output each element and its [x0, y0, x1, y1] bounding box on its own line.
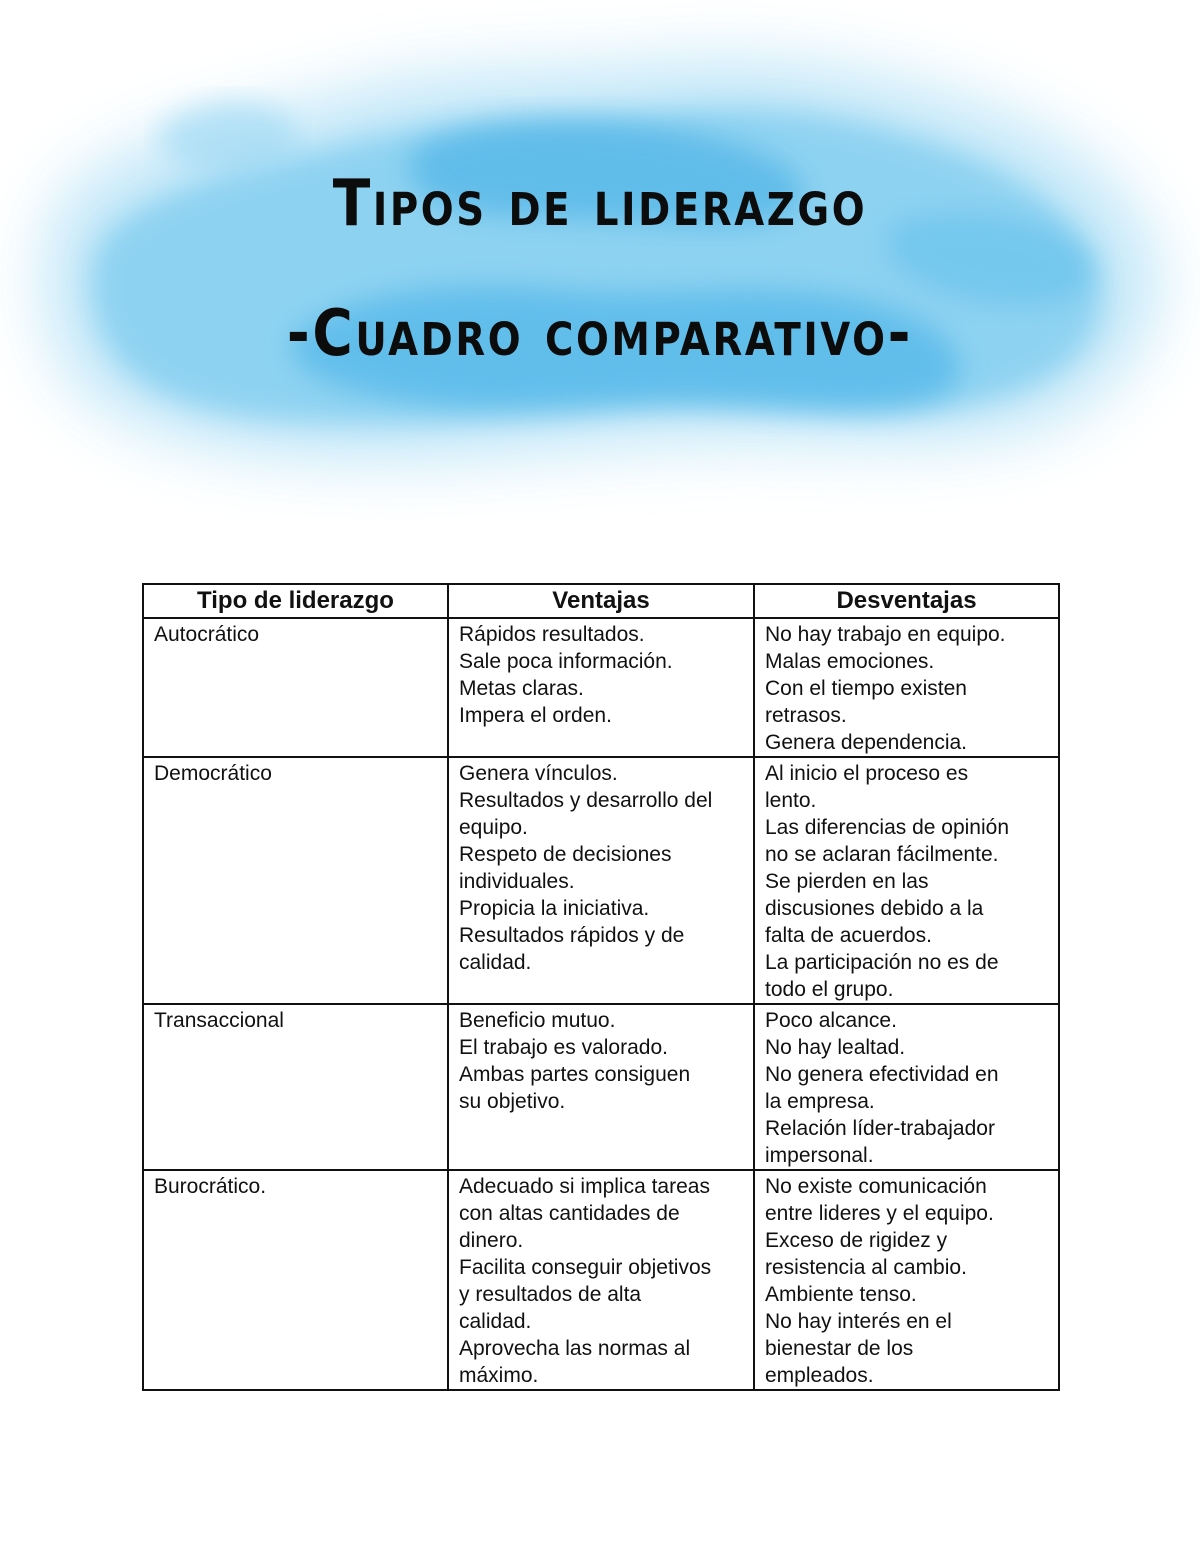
ventaja-item: Propicia la iniciativa. — [459, 897, 650, 920]
table-row — [143, 618, 1059, 757]
watercolor-background — [0, 0, 1200, 520]
table-header-row — [143, 584, 1059, 618]
desventaja-item: empleados. — [765, 1364, 874, 1387]
desventaja-item: todo el grupo. — [765, 978, 894, 1001]
cell-type: Burocrático. — [143, 1170, 448, 1390]
desventaja-item: bienestar de los — [765, 1337, 914, 1360]
ventaja-item: Beneficio mutuo. — [459, 1009, 616, 1032]
ventaja-item: calidad. — [459, 951, 532, 974]
desventaja-item: no se aclaran fácilmente. — [765, 843, 999, 866]
cell-ventajas — [448, 757, 754, 1004]
table-row — [143, 1004, 1059, 1170]
ventaja-item: y resultados de alta — [459, 1283, 642, 1306]
table-row — [143, 757, 1059, 1004]
cell-ventajas — [448, 1170, 754, 1390]
ventaja-item: equipo. — [459, 816, 528, 839]
ventaja-item: su objetivo. — [459, 1090, 566, 1113]
desventaja-item: Ambiente tenso. — [765, 1283, 917, 1306]
ventaja-item: Adecuado si implica tareas — [459, 1175, 710, 1198]
ventaja-item: Facilita conseguir objetivos — [459, 1256, 712, 1279]
desventaja-item: resistencia al cambio. — [765, 1256, 967, 1279]
desventaja-item: No hay interés en el — [765, 1310, 952, 1333]
ventaja-item: Respeto de decisiones — [459, 843, 672, 866]
desventaja-item: No genera efectividad en — [765, 1063, 999, 1086]
header-tipo: Tipo de liderazgo — [143, 584, 448, 618]
ventaja-item: con altas cantidades de — [459, 1202, 680, 1225]
desventaja-item: Exceso de rigidez y — [765, 1229, 948, 1252]
desventaja-item: Con el tiempo existen — [765, 677, 967, 700]
ventaja-item: Aprovecha las normas al — [459, 1337, 691, 1360]
cell-desventajas — [754, 1004, 1059, 1170]
cell-type: Transaccional — [143, 1004, 448, 1170]
desventaja-item: No existe comunicación — [765, 1175, 987, 1198]
desventaja-item: No hay lealtad. — [765, 1036, 906, 1059]
ventaja-item: individuales. — [459, 870, 575, 893]
ventaja-item: Resultados rápidos y de — [459, 924, 685, 947]
cell-type: Autocrático — [143, 618, 448, 757]
ventaja-item: máximo. — [459, 1364, 539, 1387]
page-subtitle: -Cuadro comparativo- — [286, 297, 914, 371]
comparison-table — [142, 583, 1060, 1391]
desventaja-item: Malas emociones. — [765, 650, 935, 673]
desventaja-item: entre lideres y el equipo. — [765, 1202, 994, 1225]
desventaja-item: Relación líder-trabajador — [765, 1117, 995, 1140]
cell-desventajas — [754, 757, 1059, 1004]
header-ventajas: Ventajas — [448, 584, 754, 618]
desventaja-item: impersonal. — [765, 1144, 874, 1167]
header-desventajas: Desventajas — [754, 584, 1059, 618]
desventaja-item: falta de acuerdos. — [765, 924, 932, 947]
desventaja-item: lento. — [765, 789, 817, 812]
page-title: Tipos de liderazgo — [332, 167, 868, 241]
ventaja-item: calidad. — [459, 1310, 532, 1333]
ventaja-item: Sale poca información. — [459, 650, 673, 673]
ventaja-item: dinero. — [459, 1229, 524, 1252]
desventaja-item: Se pierden en las — [765, 870, 929, 893]
desventaja-item: Poco alcance. — [765, 1009, 897, 1032]
ventaja-item: Genera vínculos. — [459, 762, 618, 785]
desventaja-item: Las diferencias de opinión — [765, 816, 1010, 839]
desventaja-item: No hay trabajo en equipo. — [765, 623, 1006, 646]
ventaja-item: Ambas partes consiguen — [459, 1063, 691, 1086]
cell-desventajas — [754, 1170, 1059, 1390]
desventaja-item: Al inicio el proceso es — [765, 762, 969, 785]
ventaja-item: Resultados y desarrollo del — [459, 789, 713, 812]
ventaja-item: Metas claras. — [459, 677, 584, 700]
cell-desventajas — [754, 618, 1059, 757]
cell-type: Democrático — [143, 757, 448, 1004]
desventaja-item: retrasos. — [765, 704, 847, 727]
table-row — [143, 1170, 1059, 1390]
desventaja-item: la empresa. — [765, 1090, 875, 1113]
desventaja-item: La participación no es de — [765, 951, 999, 974]
ventaja-item: Rápidos resultados. — [459, 623, 645, 646]
cell-ventajas — [448, 618, 754, 757]
cell-ventajas — [448, 1004, 754, 1170]
ventaja-item: El trabajo es valorado. — [459, 1036, 668, 1059]
ventaja-item: Impera el orden. — [459, 704, 612, 727]
desventaja-item: discusiones debido a la — [765, 897, 984, 920]
desventaja-item: Genera dependencia. — [765, 731, 967, 754]
